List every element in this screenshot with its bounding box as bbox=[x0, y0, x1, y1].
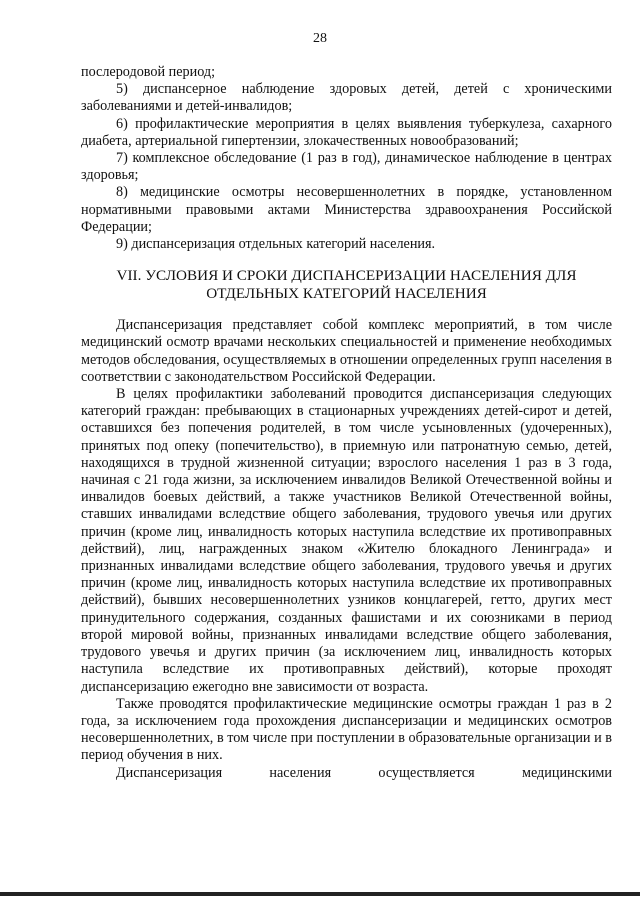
list-item: 6) профилактические мероприятия в целях выявления туберкулеза, сахарного диабета, артериальной гипертензии, злокачественных новообразований; bbox=[81, 115, 612, 149]
document-body bbox=[81, 64, 612, 782]
list-item: 8) медицинские осмотры несовершеннолетних в порядке, установленном нормативными правовыми актами Министерства здравоохранения Российской Федерации; bbox=[81, 184, 612, 235]
list-item: 7) комплексное обследование (1 раз в год), динамическое наблюдение в центрах здоровья; bbox=[81, 150, 612, 184]
paragraph: Также проводятся профилактические медицинские осмотры граждан 1 раз в 2 года, за исключением года прохождения диспансеризации и медицинских осмотров несовершеннолетних, в том числе при поступлении в образовательные организации и в период обучения в них. bbox=[81, 695, 612, 764]
paragraph: Диспансеризация представляет собой комплекс мероприятий, в том числе медицинский осмотр врачами нескольких специальностей и применение необходимых методов обследования, осуществляемых в отношении определенных групп населения в соответствии с законодательством Российской Федерации. bbox=[81, 317, 612, 385]
scan-edge-line bbox=[0, 892, 640, 896]
section-spacer bbox=[81, 303, 612, 317]
paragraph: Диспансеризация населения осуществляется медицинскими bbox=[116, 764, 612, 781]
section-heading: VII. УСЛОВИЯ И СРОКИ ДИСПАНСЕРИЗАЦИИ НАСЕЛЕНИЯ ДЛЯ ОТДЕЛЬНЫХ КАТЕГОРИЙ НАСЕЛЕНИЯ bbox=[116, 267, 577, 303]
list-item-continuation: послеродовой период; bbox=[81, 64, 216, 80]
list-item: 9) диспансеризация отдельных категорий населения. bbox=[116, 236, 436, 253]
paragraph: В целях профилактики заболеваний проводится диспансеризация следующих категорий граждан: пребывающих в стационарных учреждениях детей-сирот и детей, оставшихся без попечения родителей, в том числе усыновленных (удочеренных), принятых под опеку (попечительство), в приемную или патронатную семью, детей, находящихся в трудной жизненной ситуации; взрослого населения 1 раз в 3 года, начиная с 21 года жизни, за исключением инвалидов Великой Отечественной войны и инвалидов боевых действий, а также участников Великой Отечественной войны, ставших инвалидами вследствие общего заболевания, трудового увечья или других причин (кроме лиц, инвалидность которых наступила вследствие их противоправных действий), лиц, награжденных знаком «Жителю блокадного Ленинграда» и признанных инвалидами вследствие общего заболевания, трудового увечья и других причин (кроме лиц, инвалидность которых наступила вследствие их противоправных действий), бывших несовершеннолетних узников концлагерей, гетто, других мест принудительного содержания, созданных фашистами и их союзниками в период второй мировой войны, признанных инвалидами вследствие общего заболевания, трудового увечья и других причин (за исключением лиц, инвалидность которых наступила вследствие их противоправных действий), которые проходят диспансеризацию ежегодно вне зависимости от возраста. bbox=[81, 386, 612, 695]
page-number: 28 bbox=[313, 31, 327, 46]
list-item: 5) диспансерное наблюдение здоровых детей, детей с хроническими заболеваниями и детей-инвалидов; bbox=[81, 81, 612, 115]
